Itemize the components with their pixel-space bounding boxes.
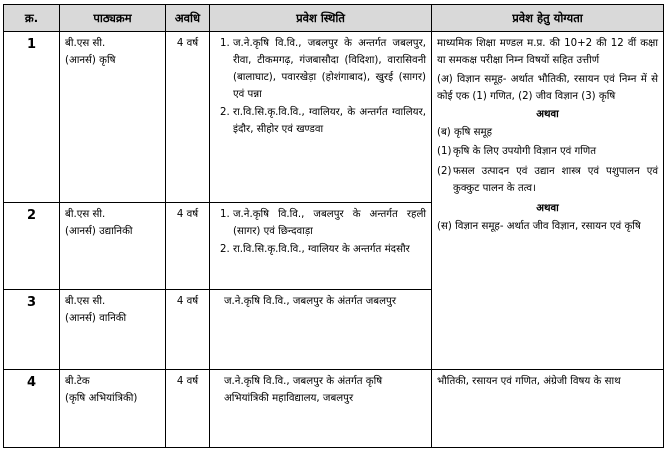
course-name: बी.एस सी. [65,296,106,307]
course-cell [60,203,166,290]
list-item [437,143,658,160]
course-name: बी.एस सी. [65,38,106,49]
location-cell: ज.ने.कृषि वि.वि., जबलपुर के अंतर्गत जबलपुर [210,290,432,370]
course-cell [60,290,166,370]
item-text: फसल उत्पादन एवं उद्यान शास्त्र एवं पशुपालन एवं कुक्कुट पालन के तत्व। [453,166,658,194]
row-number: 2 [4,203,60,290]
location-cell [210,32,432,203]
course-subtitle: (आनर्स) वानिकी [65,313,127,324]
header-course: पाठ्यक्रम [60,5,166,32]
course-name: बी.टेक [65,376,90,387]
group-c: (स) विज्ञान समूह- अर्थात जीव विज्ञान, रसायन एवं कृषि [437,221,641,232]
group-b: (ब) कृषि समूह [437,127,492,138]
eligibility-cell [432,32,664,370]
location-item: 1. ज.ने.कृषि वि.वि., जबलपुर के अन्तर्गत जबलपुर, रीवा, टीकमगढ़, गंजबासौदा (विदिशा), वारासिवनी (बालाघाट), पवारखेड़ा (होशंगाबाद), खुरई (सागर) एवं पन्ना [233,35,426,103]
course-subtitle: (आनर्स) कृषि [65,55,116,66]
duration-cell: 4 वर्ष [166,370,210,448]
table-row [4,370,664,448]
eligibility-intro: माध्यमिक शिक्षा मण्डल म.प्र. की 10+2 की 12 वीं कक्षा या समकक्ष परीक्षा निम्न विषयों सहित उत्तीर्ण [437,38,658,66]
location-cell: ज.ने.कृषि वि.वि., जबलपुर के अंतर्गत कृषि अभियांत्रिकी महाविद्यालय, जबलपुर [210,370,432,448]
duration-cell: 4 वर्ष [166,203,210,290]
duration-cell: 4 वर्ष [166,290,210,370]
course-subtitle: (कृषि अभियांत्रिकी) [65,393,138,404]
or-divider: अथवा [536,203,559,214]
course-subtitle: (आनर्स) उद्यानिकी [65,226,133,237]
eligibility-cell: भौतिकी, रसायन एवं गणित, अंग्रेजी विषय के साथ [432,370,664,448]
row-number: 4 [4,370,60,448]
row-number: 3 [4,290,60,370]
list-item [437,163,658,197]
course-name: बी.एस सी. [65,209,106,220]
course-cell [60,32,166,203]
item-number: (2) [437,166,452,177]
duration-cell: 4 वर्ष [166,32,210,203]
location-item: 2. रा.वि.सि.कृ.वि.वि., ग्वालियर, के अन्तर्गत ग्वालियर, इंदौर, सीहोर एवं खण्डवा [233,104,426,138]
header-eligibility: प्रवेश हेतु योग्यता [432,5,664,32]
item-text: कृषि के लिए उपयोगी विज्ञान एवं गणित [453,146,597,157]
header-duration: अवधि [166,5,210,32]
table-row [4,32,664,203]
header-admission: प्रवेश स्थिति [210,5,432,32]
row-number: 1 [4,32,60,203]
or-divider: अथवा [536,109,559,120]
course-cell [60,370,166,448]
group-a: (अ) विज्ञान समूह- अर्थात भौतिकी, रसायन एवं निम्न में से कोई एक (1) गणित, (2) जीव विज्ञान (3) कृषि [437,74,658,102]
header-row [4,5,664,32]
location-cell [210,203,432,290]
item-number: (1) [437,146,452,157]
group-b-list [437,143,658,197]
admission-table [3,4,664,448]
location-item: 1. ज.ने.कृषि वि.वि., जबलपुर के अन्तर्गत रहली (सागर) एवं छिन्दवाड़ा [233,206,426,240]
location-item: 2. रा.वि.सि.कृ.वि.वि., ग्वालियर के अन्तर्गत मंदसौर [233,241,426,258]
header-sn: क्र. [4,5,60,32]
